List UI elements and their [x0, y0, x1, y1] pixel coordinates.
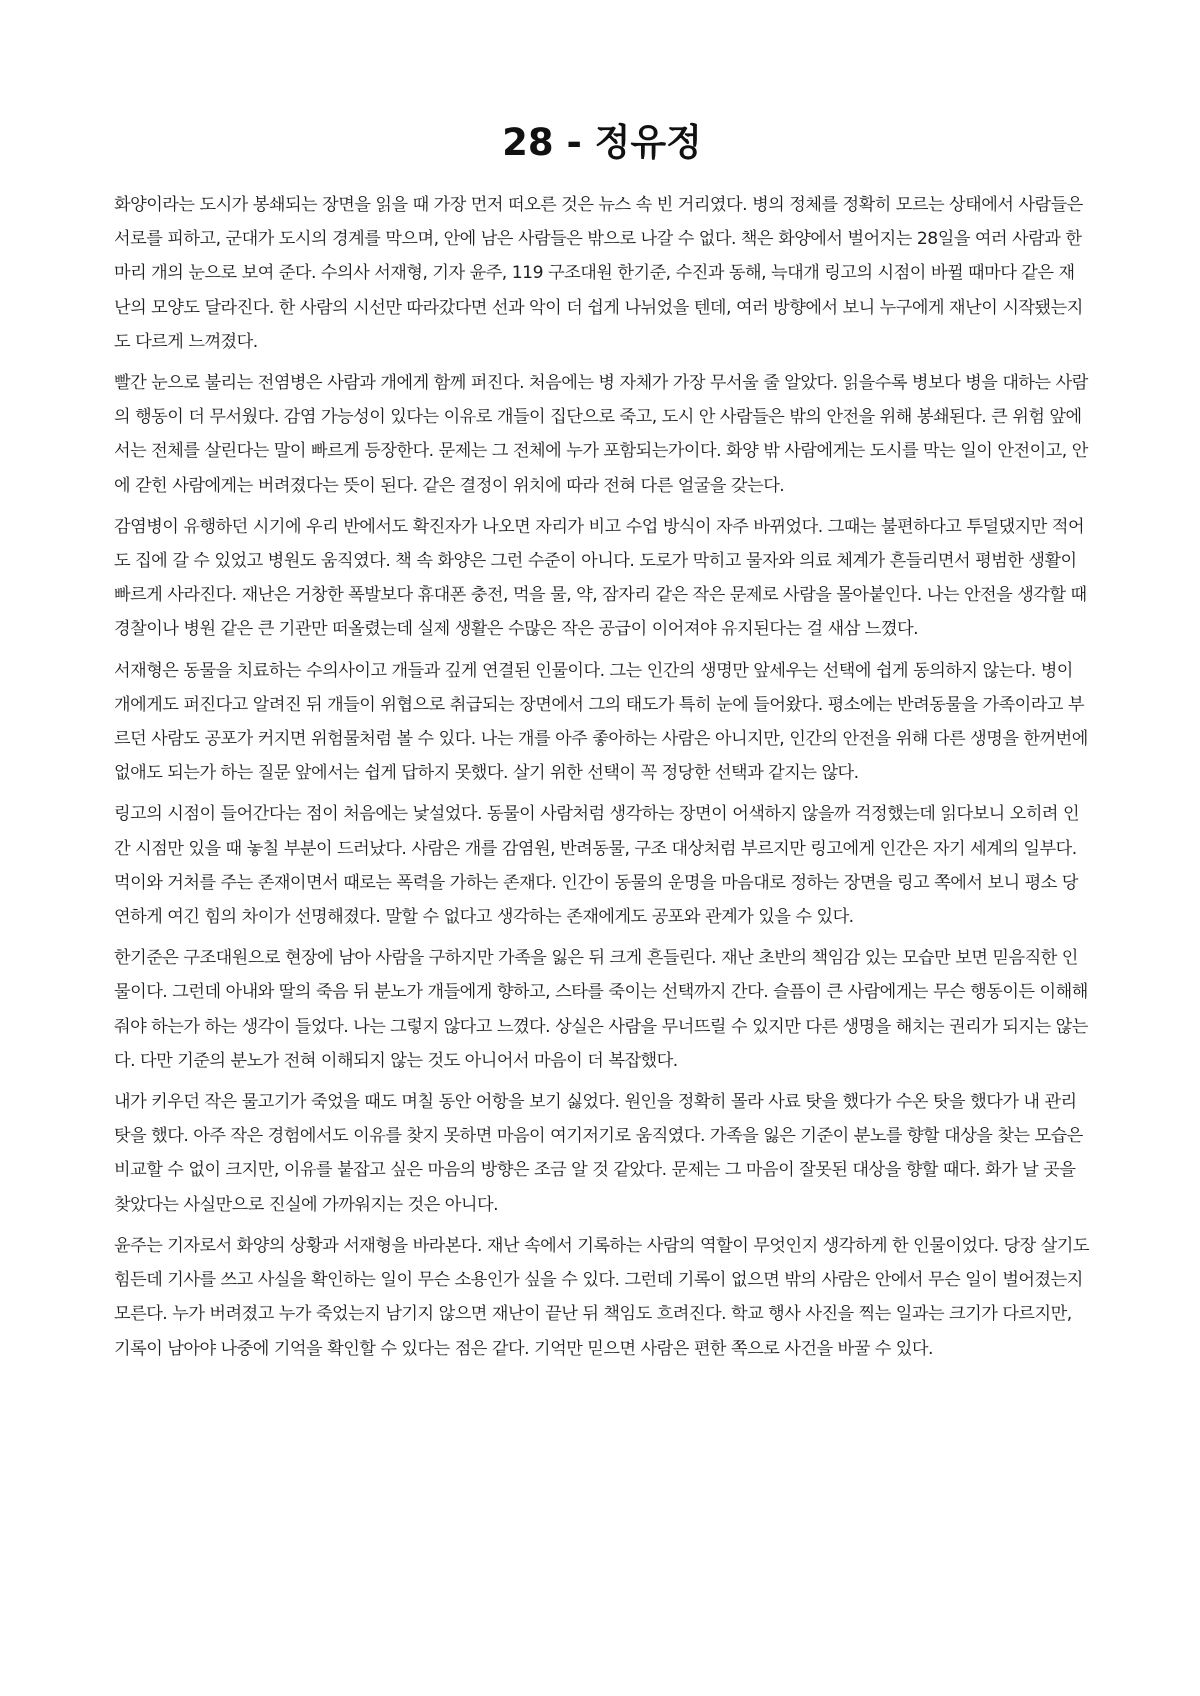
paragraph-8: 윤주는 기자로서 화양의 상황과 서재형을 바라본다. 재난 속에서 기록하는 사람의 역할이 무엇인지 생각하게 한 인물이었다. 당장 살기도 힘든데 기사를 쓰고 사실을 확인하는 일이 무슨 소용인가 싶을 수 있다. 그런데 기록이 없으면 밖의 사람은 안에서 무슨 일이 벌어졌는지 모른다. 누가 버려졌고 누가 죽었는지 남기지 않으면 재난이 끝난 뒤 책임도 흐려진다. 학교 행사 사진을 찍는 일과는 크기가 다르지만, 기록이 남아야 나중에 기억을 확인할 수 있다는 점은 같다. 기억만 믿으면 사람은 편한 쪽으로 사건을 바꿀 수 있다.: [114, 1235, 1090, 1359]
paragraph-7: 내가 키우던 작은 물고기가 죽었을 때도 며칠 동안 어항을 보기 싫었다. 원인을 정확히 몰라 사료 탓을 했다가 수온 탓을 했다가 내 관리 탓을 했다. 아주 작은 경험에서도 이유를 찾지 못하면 마음이 여기저기로 움직였다. 가족을 잃은 기준이 분노를 향할 대상을 찾는 모습은 비교할 수 없이 크지만, 이유를 붙잡고 싶은 마음의 방향은 조금 알 것 같았다. 문제는 그 마음이 잘못된 대상을 향할 때다. 화가 날 곳을 찾았다는 사실만으로 진실에 가까워지는 것은 아니다.: [114, 1092, 1083, 1215]
paragraph-5: 링고의 시점이 들어간다는 점이 처음에는 낯설었다. 동물이 사람처럼 생각하는 장면이 어색하지 않을까 걱정했는데 읽다보니 오히려 인간 시점만 있을 때 놓칠 부분이 드러났다. 사람은 개를 감염원, 반려동물, 구조 대상처럼 부르지만 링고에게 인간은 자기 세계의 일부다. 먹이와 거처를 주는 존재이면서 때로는 폭력을 가하는 존재다. 인간이 동물의 운명을 마음대로 정하는 장면을 링고 쪽에서 보니 평소 당연하게 여긴 힘의 차이가 선명해졌다. 말할 수 없다고 생각하는 존재에게도 공포와 관계가 있을 수 있다.: [114, 804, 1080, 928]
paragraph-6: 한기준은 구조대원으로 현장에 남아 사람을 구하지만 가족을 잃은 뒤 크게 흔들린다. 재난 초반의 책임감 있는 모습만 보면 믿음직한 인물이다. 그런데 아내와 딸의 죽음 뒤 분노가 개들에게 향하고, 스타를 죽이는 선택까지 간다. 슬픔이 큰 사람에게는 무슨 행동이든 이해해 줘야 하는가 하는 생각이 들었다. 나는 그렇지 않다고 느꼈다. 상실은 사람을 무너뜨릴 수 있지만 다른 생명을 해치는 권리가 되지는 않는다. 다만 기준의 분노가 전혀 이해되지 않는 것도 아니어서 마음이 더 복잡했다.: [114, 948, 1088, 1071]
paragraph-3: 감염병이 유행하던 시기에 우리 반에서도 확진자가 나오면 자리가 비고 수업 방식이 자주 바뀌었다. 그때는 불편하다고 투덜댔지만 적어도 집에 갈 수 있었고 병원도 움직였다. 책 속 화양은 그런 수준이 아니다. 도로가 막히고 물자와 의료 체계가 흔들리면서 평범한 생활이 빠르게 사라진다. 재난은 거창한 폭발보다 휴대폰 충전, 먹을 물, 약, 잠자리 같은 작은 문제로 사람을 몰아붙인다. 나는 안전을 생각할 때 경찰이나 병원 같은 큰 기관만 떠올렸는데 실제 생활은 수많은 작은 공급이 이어져야 유지된다는 걸 새삼 느꼈다.: [114, 516, 1087, 640]
document-title: 28 - 정유정: [502, 121, 702, 164]
paragraph-1: 화양이라는 도시가 봉쇄되는 장면을 읽을 때 가장 먼저 떠오른 것은 뉴스 속 빈 거리였다. 병의 정체를 정확히 모르는 상태에서 사람들은 서로를 피하고, 군대가 도시의 경계를 막으며, 안에 남은 사람들은 밖으로 나갈 수 없다. 책은 화양에서 벌어지는 28일을 여러 사람과 한 마리 개의 눈으로 보여 준다. 수의사 서재형, 기자 윤주, 119 구조대원 한기준, 수진과 동해, 늑대개 링고의 시점이 바뀔 때마다 같은 재난의 모양도 달라진다. 한 사람의 시선만 따라갔다면 선과 악이 더 쉽게 나뉘었을 텐데, 여러 방향에서 보니 누구에게 재난이 시작됐는지도 다르게 느껴졌다.: [114, 195, 1083, 352]
document-body: [114, 188, 1090, 1366]
paragraph-2: 빨간 눈으로 불리는 전염병은 사람과 개에게 함께 퍼진다. 처음에는 병 자체가 가장 무서울 줄 알았다. 읽을수록 병보다 병을 대하는 사람의 행동이 더 무서웠다. 감염 가능성이 있다는 이유로 개들이 집단으로 죽고, 도시 안 사람들은 밖의 안전을 위해 봉쇄된다. 큰 위험 앞에서는 전체를 살린다는 말이 빠르게 등장한다. 문제는 그 전체에 누가 포함되는가이다. 화양 밖 사람에게는 도시를 막는 일이 안전이고, 안에 갇힌 사람에게는 버려졌다는 뜻이 된다. 같은 결정이 위치에 따라 전혀 다른 얼굴을 갖는다.: [114, 373, 1088, 496]
paragraph-4: 서재형은 동물을 치료하는 수의사이고 개들과 깊게 연결된 인물이다. 그는 인간의 생명만 앞세우는 선택에 쉽게 동의하지 않는다. 병이 개에게도 퍼진다고 알려진 뒤 개들이 위협으로 취급되는 장면에서 그의 태도가 특히 눈에 들어왔다. 평소에는 반려동물을 가족이라고 부르던 사람도 공포가 커지면 위험물처럼 볼 수 있다. 나는 개를 아주 좋아하는 사람은 아니지만, 인간의 안전을 위해 다른 생명을 한꺼번에 없애도 되는가 하는 질문 앞에서는 쉽게 답하지 못했다. 살기 위한 선택이 꼭 정당한 선택과 같지는 않다.: [114, 660, 1088, 784]
